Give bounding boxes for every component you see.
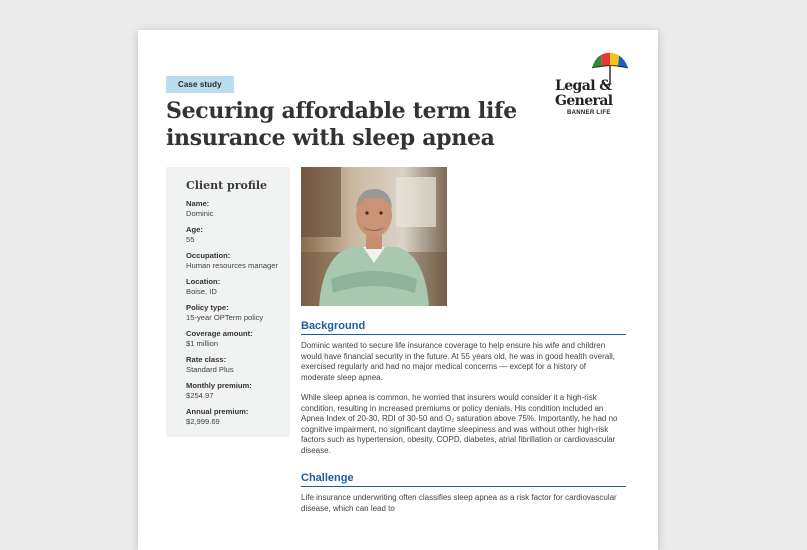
profile-field-occupation	[186, 251, 286, 271]
field-label: Rate class:	[186, 355, 227, 364]
field-label: Age:	[186, 225, 203, 234]
field-value: Standard Plus	[186, 365, 234, 374]
field-label: Annual premium:	[186, 407, 249, 416]
field-value: Human resources manager	[186, 261, 279, 270]
profile-field-annual-premium	[186, 407, 286, 427]
client-profile-fields	[186, 199, 286, 433]
background-paragraph-1: Dominic wanted to secure life insurance coverage to help ensure his wife and children would have financial security in the future. At 55 years old, he was in good health overall, exercised regularly and had no major medical concerns — except for a history of moderate sleep apnea.	[301, 341, 615, 382]
background-heading: Background	[301, 320, 626, 335]
field-value: $254.97	[186, 391, 214, 400]
field-value: Dominic	[186, 209, 214, 218]
case-study-tag: Case study	[166, 76, 234, 93]
background-paragraph-2: While sleep apnea is common, he worried that insurers would consider it a high-risk condition, resulting in increased premiums or policy denials. His condition included an Apnea Index of 20-30, RDI of 30-50 and O₂ saturation above 75%. Importantly, he had no cognitive impairment, no significant daytime sleepiness and was without other high-risk factors such as hypertension, obesity, COPD, diabetes, atrial fibrillation or cardiovascular disease.	[301, 393, 618, 455]
profile-field-monthly-premium	[186, 381, 286, 401]
profile-field-age	[186, 225, 286, 245]
client-profile-heading: Client profile	[186, 179, 268, 192]
document-page	[138, 30, 658, 550]
field-value: Boise, ID	[186, 287, 217, 296]
challenge-heading: Challenge	[301, 472, 626, 487]
document-title: Securing affordable term life insurance with sleep apnea	[166, 98, 517, 151]
field-value: 15-year OPTerm policy	[186, 313, 264, 322]
logo-subtitle: BANNER LIFE	[567, 110, 611, 116]
logo-text-line2: General	[555, 93, 613, 109]
field-value: 55	[186, 235, 195, 244]
client-photo	[301, 167, 447, 306]
profile-field-rate-class	[186, 355, 286, 375]
field-label: Coverage amount:	[186, 329, 253, 338]
field-value: $2,999.69	[186, 417, 220, 426]
profile-field-policy-type	[186, 303, 286, 323]
profile-field-name	[186, 199, 286, 219]
profile-field-location	[186, 277, 286, 297]
field-value: $1 million	[186, 339, 219, 348]
logo-text-line1: Legal &	[555, 78, 612, 94]
legal-general-logo	[553, 52, 633, 120]
field-label: Location:	[186, 277, 221, 286]
field-label: Monthly premium:	[186, 381, 252, 390]
challenge-paragraph-1: Life insurance underwriting often classifies sleep apnea as a risk factor for cardiovascular disease, which can lead to	[301, 493, 617, 513]
field-label: Occupation:	[186, 251, 231, 260]
field-label: Name:	[186, 199, 210, 208]
client-profile-sidebar	[166, 167, 290, 437]
profile-field-coverage	[186, 329, 286, 349]
field-label: Policy type:	[186, 303, 229, 312]
